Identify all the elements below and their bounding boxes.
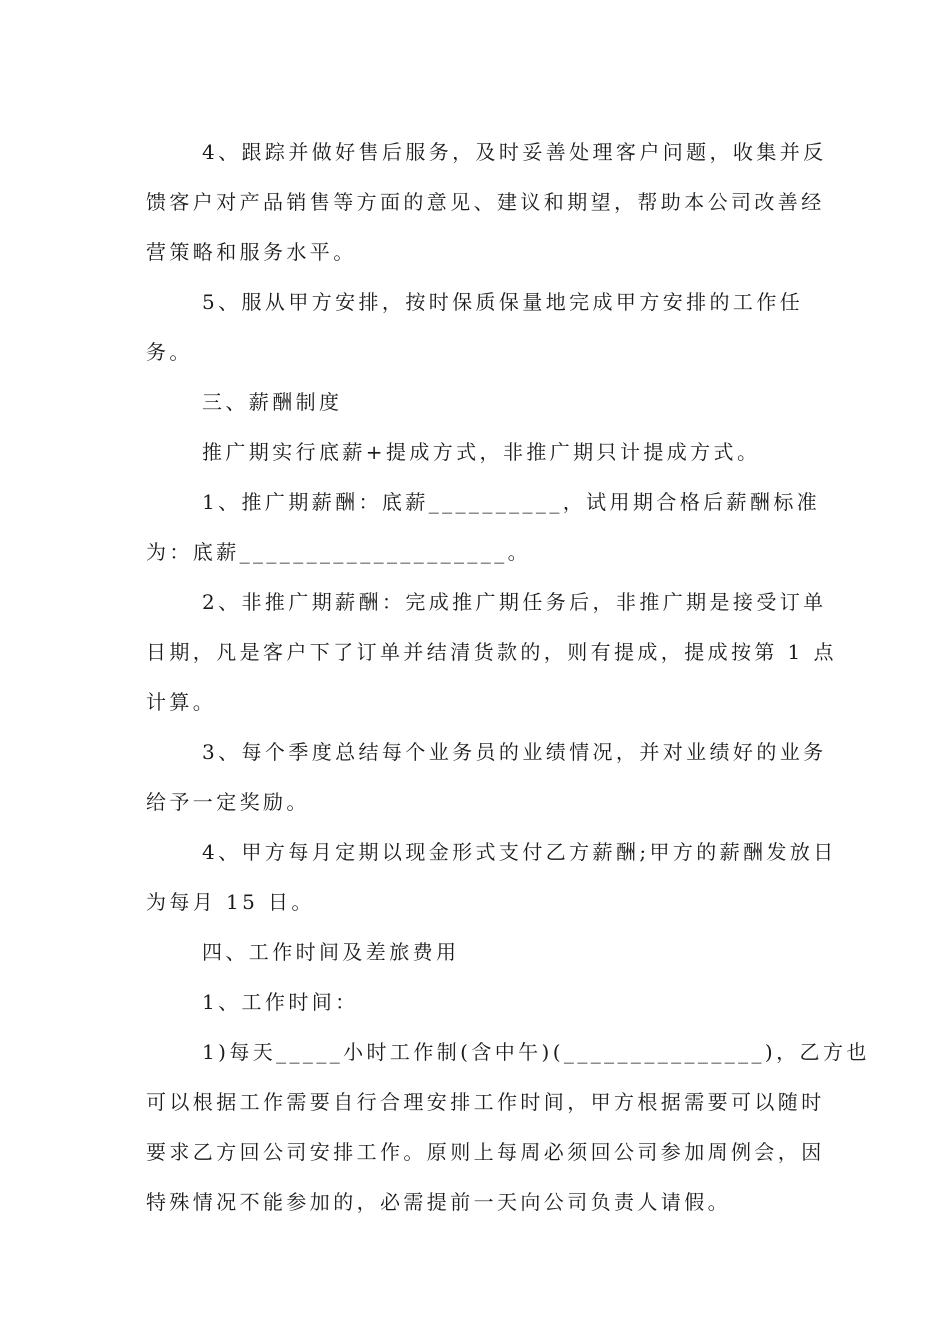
text-line: 给予一定奖励。 bbox=[146, 790, 310, 814]
text-line: 3、每个季度总结每个业务员的业绩情况，并对业绩好的业务 bbox=[202, 740, 827, 764]
text-line: 计算。 bbox=[146, 690, 217, 714]
section-heading: 三、薪酬制度 bbox=[202, 390, 343, 414]
text-line: 为：底薪____________________。 bbox=[146, 540, 531, 564]
text-line: 可以根据工作需要自行合理安排工作时间，甲方根据需要可以随时 bbox=[146, 1090, 825, 1114]
text-line: 4、甲方每月定期以现金形式支付乙方薪酬;甲方的薪酬发放日 bbox=[202, 840, 837, 864]
text-line: 推广期实行底薪+提成方式，非推广期只计提成方式。 bbox=[202, 440, 761, 464]
text-line: 1、工作时间： bbox=[202, 990, 359, 1014]
text-line: 1、推广期薪酬：底薪__________，试用期合格后薪酬标准 bbox=[202, 490, 821, 514]
text-line: 2、非推广期薪酬：完成推广期任务后，非推广期是接受订单 bbox=[202, 590, 827, 614]
text-line: 馈客户对产品销售等方面的意见、建议和期望，帮助本公司改善经 bbox=[146, 190, 825, 214]
text-line: 特殊情况不能参加的，必需提前一天向公司负责人请假。 bbox=[146, 1190, 731, 1214]
text-line: 1)每天_____小时工作制(含中午)(_______________)，乙方也 bbox=[202, 1040, 870, 1064]
text-line: 5、服从甲方安排，按时保质保量地完成甲方安排的工作任 bbox=[202, 290, 804, 314]
text-line: 4、跟踪并做好售后服务，及时妥善处理客户问题，收集并反 bbox=[202, 140, 827, 164]
text-line: 要求乙方回公司安排工作。原则上每周必须回公司参加周例会，因 bbox=[146, 1140, 825, 1164]
text-line: 务。 bbox=[146, 340, 193, 364]
text-line: 日期，凡是客户下了订单并结清货款的，则有提成，提成按第 1 点 bbox=[146, 640, 837, 664]
text-line: 营策略和服务水平。 bbox=[146, 240, 357, 264]
text-line: 为每月 15 日。 bbox=[146, 890, 315, 914]
section-heading: 四、工作时间及差旅费用 bbox=[202, 940, 460, 964]
